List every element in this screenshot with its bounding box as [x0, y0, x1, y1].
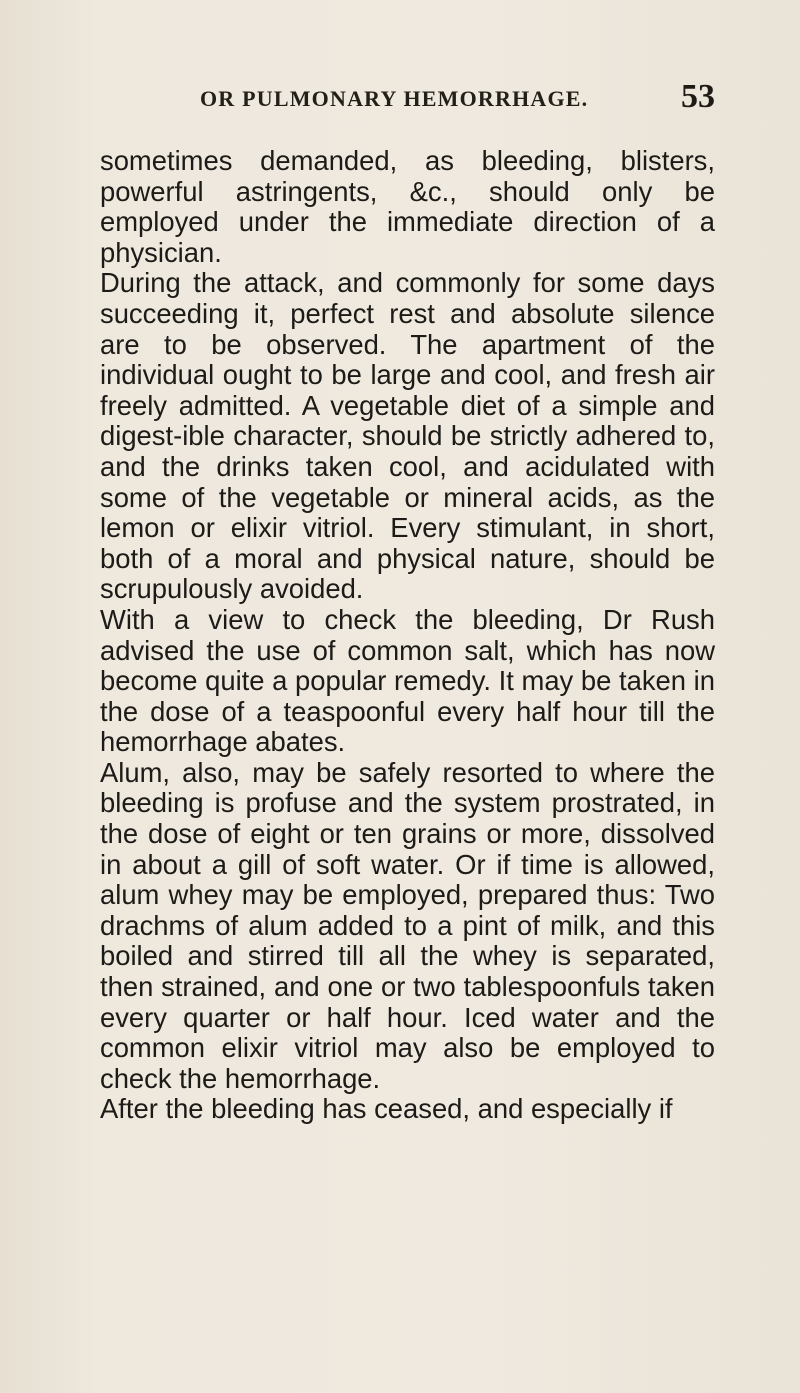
- running-head: OR PULMONARY HEMORRHAGE.: [200, 86, 589, 111]
- page-header: [100, 78, 715, 126]
- page-number: 53: [681, 78, 715, 115]
- paragraph-continuation: sometimes demanded, as bleeding, blisters, powerful astringents, &c., should only be employed under the immediate direction of a physician.: [100, 145, 715, 268]
- paragraph-after-bleeding: After the bleeding has ceased, and especially if: [100, 1093, 673, 1125]
- body-text: [100, 146, 715, 1125]
- paragraph-common-salt: With a view to check the bleeding, Dr Rush advised the use of common salt, which has now become quite a popular remedy. It may be taken in the dose of a teaspoonful every half hour till the hemorrhage abates.: [100, 603, 715, 758]
- paragraph-alum: Alum, also, may be safely resorted to where the bleeding is profuse and the system prostrated, in the dose of eight or ten grains or more, dissolved in about a gill of soft water. Or if time is allowed, alum whey may be employed, prepared thus: Two drachms of alum added to a pint of milk, and this boiled and stirred till all the whey is separated, then strained, and one or two tablespoonfuls taken every quarter or half hour. Iced water and the common elixir vitriol may also be employed to check the hemorrhage.: [100, 756, 715, 1094]
- paragraph-rest-silence: During the attack, and commonly for some days succeeding it, perfect rest and absolute silence are to be observed. The apartment of the individual ought to be large and cool, and fresh air freely admitted. A vegetable diet of a simple and digest-ible character, should be strictly adhered to, and the drinks taken cool, and acidulated with some of the vegetable or mineral acids, as the lemon or elixir vitriol. Every stimulant, in short, both of a moral and physical nature, should be scrupulously avoided.: [100, 267, 715, 605]
